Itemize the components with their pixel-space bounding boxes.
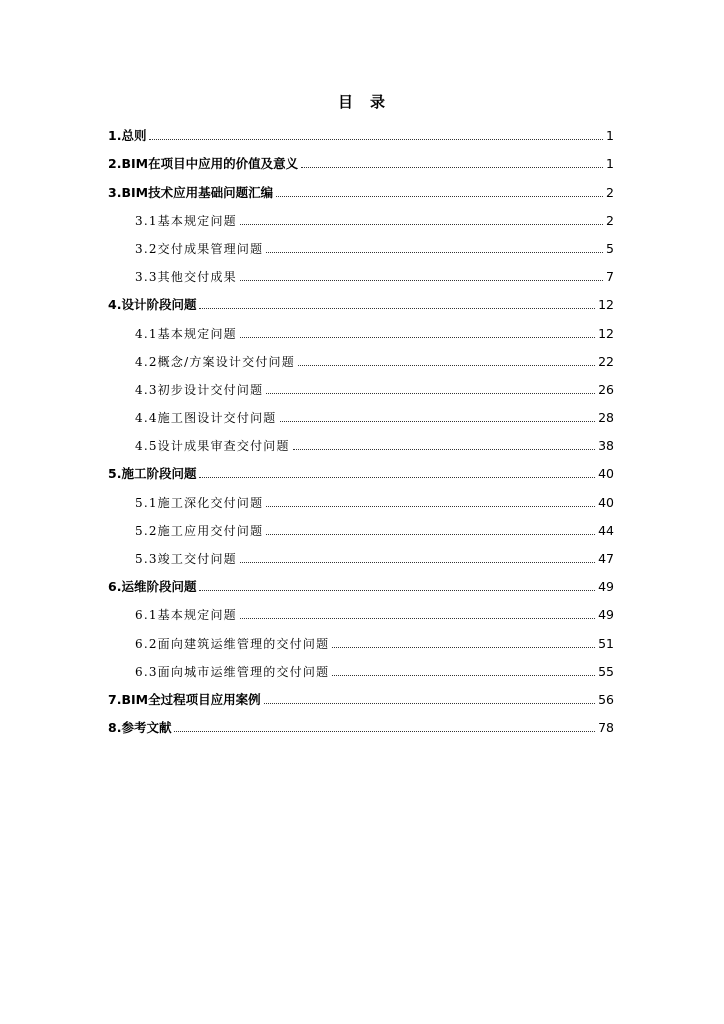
toc-entry-label: 5.3竣工交付问题 (135, 552, 237, 566)
toc-entry-label: 6.2面向建筑运维管理的交付问题 (135, 636, 330, 651)
toc-entry-page-number: 22 (598, 353, 614, 369)
toc-entry[interactable] (108, 482, 614, 510)
toc-entry[interactable] (108, 623, 614, 651)
toc-entry[interactable] (108, 595, 614, 623)
toc-entry[interactable] (108, 708, 614, 736)
toc-entry-label: 5.1施工深化交付问题 (135, 495, 264, 510)
toc-entry-label: 3.BIM技术应用基础问题汇编 (108, 184, 274, 200)
toc-entry-page-number: 1 (606, 128, 614, 144)
toc-dot-leader (149, 139, 603, 140)
toc-entry-page-number: 78 (598, 720, 614, 736)
toc-entry-label: 4.3初步设计交付问题 (135, 382, 264, 397)
toc-dot-leader (266, 534, 595, 535)
toc-entry-label: 6.运维阶段问题 (108, 579, 197, 595)
toc-entry-label: 5.2施工应用交付问题 (135, 523, 264, 538)
toc-dot-leader (199, 308, 595, 309)
toc-title: 目 录 (337, 93, 386, 111)
toc-entry-page-number: 28 (598, 410, 614, 426)
toc-entry-label: 7.BIM全过程项目应用案例 (108, 691, 261, 707)
toc-dot-leader (199, 590, 595, 591)
toc-entry[interactable] (108, 370, 614, 398)
toc-dot-leader (298, 365, 595, 366)
toc-entry-page-number: 2 (606, 212, 614, 228)
toc-entry[interactable] (108, 398, 614, 426)
toc-dot-leader (240, 618, 595, 619)
toc-entry-label: 4.1基本规定问题 (135, 326, 237, 341)
toc-dot-leader (240, 280, 603, 281)
toc-entry[interactable] (108, 426, 614, 454)
toc-entry[interactable] (108, 229, 614, 257)
toc-entry-label: 6.3面向城市运维管理的交付问题 (135, 664, 330, 679)
toc-entry[interactable] (108, 652, 614, 680)
toc-dot-leader (266, 252, 603, 253)
toc-entry[interactable] (108, 454, 614, 482)
toc-dot-leader (266, 393, 595, 394)
toc-entry[interactable] (108, 567, 614, 595)
toc-dot-leader (264, 703, 596, 704)
toc-entry-page-number: 40 (598, 466, 614, 482)
toc-entry-label: 2.BIM在项目中应用的价值及意义 (108, 156, 299, 172)
toc-dot-leader (301, 167, 603, 168)
toc-entry[interactable] (108, 285, 614, 313)
toc-dot-leader (240, 224, 603, 225)
toc-entry[interactable] (108, 511, 614, 539)
toc-entry[interactable] (108, 539, 614, 567)
toc-dot-leader (240, 337, 595, 338)
toc-entry-page-number: 26 (598, 381, 614, 397)
toc-entry-page-number: 12 (598, 325, 614, 341)
toc-dot-leader (280, 421, 596, 422)
toc-dot-leader (240, 562, 595, 563)
toc-entry[interactable] (108, 144, 614, 172)
toc-entry-label: 3.2交付成果管理问题 (135, 241, 264, 256)
toc-entry[interactable] (108, 172, 614, 200)
toc-dot-leader (293, 449, 595, 450)
toc-entry[interactable] (108, 680, 614, 708)
toc-dot-leader (332, 675, 595, 676)
toc-entry-page-number: 12 (598, 297, 614, 313)
toc-entry-page-number: 5 (606, 240, 614, 256)
toc-entry-page-number: 38 (598, 438, 614, 454)
toc-entry-label: 6.1基本规定问题 (135, 608, 237, 623)
toc-entry[interactable] (108, 201, 614, 229)
toc-entry[interactable] (108, 313, 614, 341)
toc-entry-label: 4.5设计成果审查交付问题 (135, 439, 290, 454)
toc-entry-label: 5.施工阶段问题 (108, 466, 197, 482)
toc-entry-label: 4.设计阶段问题 (108, 297, 197, 313)
toc-entry-page-number: 1 (606, 156, 614, 172)
toc-entry-page-number: 40 (598, 494, 614, 510)
toc-entry-label: 3.1基本规定问题 (135, 213, 237, 228)
toc-entry-page-number: 7 (606, 269, 614, 285)
toc-entry[interactable] (108, 257, 614, 285)
toc-entry[interactable] (108, 342, 614, 370)
toc-list (108, 116, 614, 736)
toc-dot-leader (199, 477, 595, 478)
toc-entry-page-number: 55 (598, 663, 614, 679)
toc-entry-label: 1.总则 (108, 128, 147, 144)
toc-entry-label: 4.2概念/方案设计交付问题 (135, 354, 295, 369)
toc-entry[interactable] (108, 116, 614, 144)
toc-entry-label: 3.3其他交付成果 (135, 270, 237, 285)
toc-entry-page-number: 56 (598, 691, 614, 707)
toc-dot-leader (266, 506, 595, 507)
toc-dot-leader (276, 196, 603, 197)
toc-entry-label: 8.参考文献 (108, 720, 172, 736)
toc-entry-page-number: 44 (598, 522, 614, 538)
toc-entry-page-number: 2 (606, 184, 614, 200)
toc-entry-page-number: 47 (598, 551, 614, 566)
toc-entry-page-number: 49 (598, 607, 614, 623)
toc-dot-leader (174, 731, 595, 732)
toc-entry-label: 4.4施工图设计交付问题 (135, 411, 277, 426)
toc-dot-leader (332, 647, 595, 648)
toc-entry-page-number: 51 (598, 635, 614, 651)
toc-entry-page-number: 49 (598, 579, 614, 595)
